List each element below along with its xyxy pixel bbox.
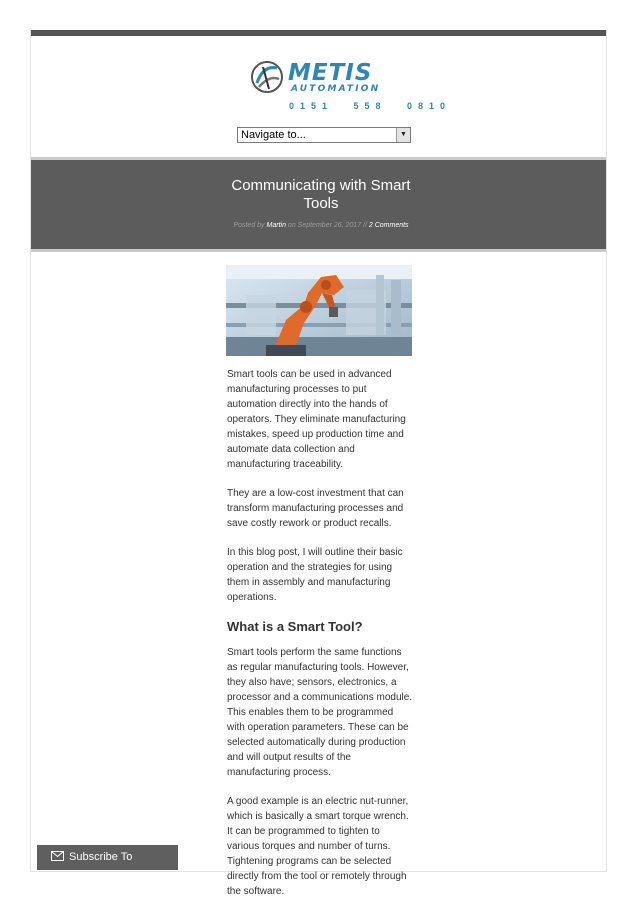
intro-paragraphs: [227, 367, 413, 605]
post-header: [31, 157, 606, 252]
meta-prefix: Posted by: [233, 222, 265, 229]
body-paragraph-2: A good example is an electric nut-runner, which is basically a smart torque wrench. It can be programmed to tighten to various torques and number of turns. Tightening programs can be selected directly from the tool or remotely through the software.: [227, 796, 409, 897]
body-paragraphs: [227, 645, 413, 899]
intro-paragraph-1: Smart tools can be used in advanced manufacturing processes to put automation directly into the hands of operators. They eliminate manufacturing mistakes, speed up production time and automate data collection and manufacturing traceability.: [227, 369, 406, 470]
post-meta: [191, 222, 451, 229]
top-bar: [31, 30, 606, 36]
subscribe-button[interactable]: [37, 845, 178, 888]
author-link[interactable]: Martin: [266, 222, 286, 229]
body-paragraph-1: Smart tools perform the same functions as regular manufacturing tools. However, they also have; sensors, electronics, a processor and a communications module. This enables them to be programmed with operation parameters. These can be selected automatically during production and will output results of the manufacturing process.: [227, 647, 413, 778]
logo-mark-icon: [249, 59, 285, 95]
caret-down-icon[interactable]: ▼: [396, 128, 410, 142]
section-heading: What is a Smart Tool?: [227, 619, 363, 634]
logo-subtext: AUTOMATION: [291, 84, 381, 94]
intro-paragraph-2: They are a low-cost investment that can transform manufacturing processes and save costly rework or product recalls.: [227, 488, 404, 529]
intro-paragraph-3: In this blog post, I will outline their basic operation and the strategies for using them in assembly and manufacturing operations.: [227, 547, 403, 603]
envelope-icon: [51, 851, 64, 861]
subscribe-label: Subscribe To Newsletter: [51, 851, 133, 888]
phone-digits: 0151 558 0810: [289, 101, 452, 111]
navigate-select[interactable]: [237, 127, 411, 143]
comments-link[interactable]: 2 Comments: [368, 222, 409, 229]
post-title: Communicating with Smart Tools: [231, 177, 411, 212]
navigate-select-value: Navigate to...: [241, 129, 306, 141]
meta-date: on September 26, 2017 //: [287, 222, 367, 229]
site-logo[interactable]: [249, 59, 389, 95]
featured-image: [226, 265, 412, 356]
logo-text: METIS: [288, 60, 373, 86]
phone-number[interactable]: [289, 101, 451, 111]
post-content: [227, 367, 413, 913]
page-frame: [30, 30, 607, 897]
